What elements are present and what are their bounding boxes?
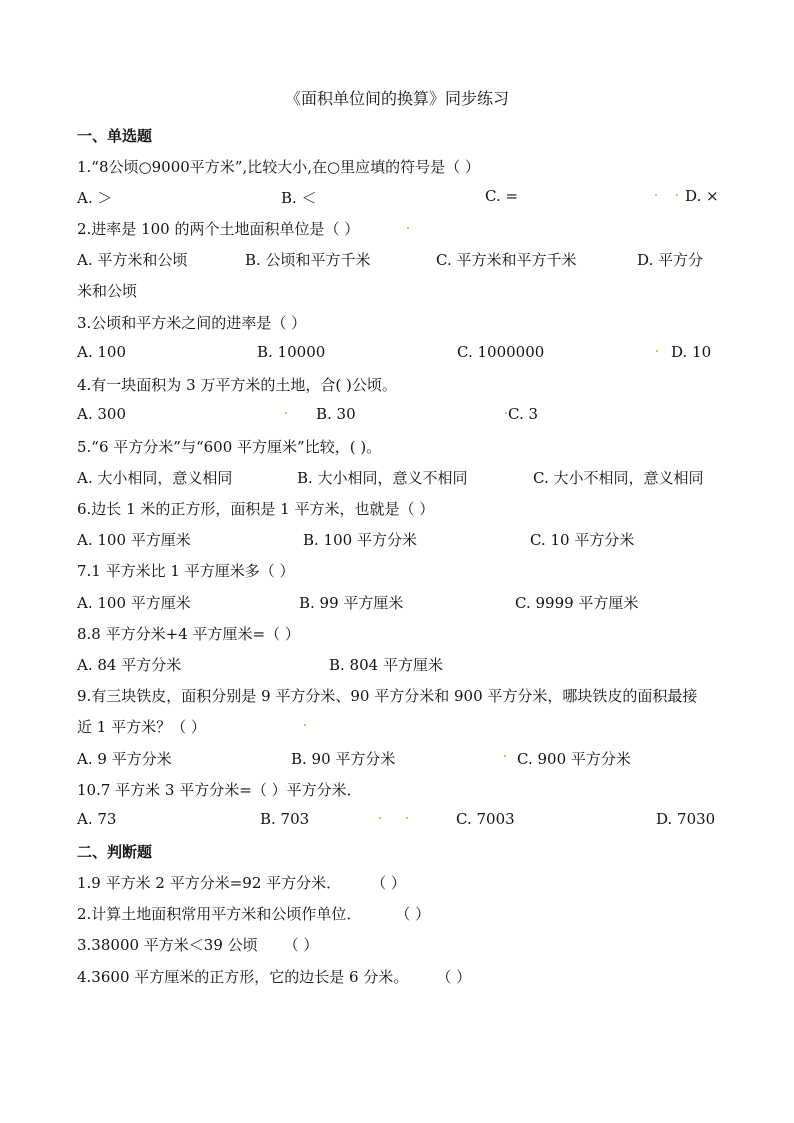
question-5-options [77, 467, 717, 489]
option-a: A. 大小相同，意义相同 [77, 469, 233, 487]
option-d: D. 平方分 [637, 251, 704, 269]
question-2-continuation: 米和公顷 [77, 282, 138, 300]
judgement-text: 3.38000 平方米＜39 公顷 [77, 936, 258, 954]
question-10-options [77, 810, 717, 832]
question-1: 1.“8公顷○9000平方米”,比较大小,在○里应填的符号是（ ） [77, 158, 480, 176]
speck-mark [505, 412, 507, 414]
question-8-options [77, 654, 717, 676]
speck-mark [379, 817, 381, 819]
option-a: A. 9 平方分米 [77, 750, 172, 768]
option-c: C. = [485, 187, 519, 205]
option-b: B. ＜ [281, 189, 317, 207]
question-2: 2.进率是 100 的两个土地面积单位是（ ） [77, 220, 360, 238]
speck-mark [407, 227, 409, 229]
judgement-text: 1.9 平方米 2 平方分米=92 平方分米． [77, 874, 342, 892]
judgement-item-2 [77, 903, 430, 924]
speck-mark [504, 755, 506, 757]
option-c: C. 3 [508, 405, 539, 423]
question-4-options [77, 405, 717, 427]
option-c: C. 900 平方分米 [517, 750, 631, 768]
speck-mark [406, 817, 408, 819]
option-c: C. 平方米和平方千米 [436, 251, 577, 269]
option-b: B. 大小相同，意义不相同 [297, 469, 468, 487]
question-6-options [77, 529, 717, 551]
judgement-item-3 [77, 934, 318, 955]
option-d: D. × [685, 187, 719, 205]
question-3: 3.公顷和平方米之间的进率是（ ） [77, 314, 307, 332]
question-2-options [77, 249, 717, 271]
option-c: C. 10 平方分米 [530, 531, 635, 549]
question-1-options [77, 187, 717, 209]
question-7-options [77, 592, 717, 614]
option-d: D. 7030 [656, 810, 716, 828]
option-a: A. 100 平方厘米 [77, 531, 191, 549]
question-9: 9.有三块铁皮，面积分别是 9 平方分米、90 平方分米和 900 平方分米，哪块铁皮的面积最接 [77, 687, 698, 705]
question-10: 10.7 平方米 3 平方分米=（ ）平方分米． [77, 781, 362, 799]
question-8: 8.8 平方分米+4 平方厘米=（ ） [77, 625, 300, 643]
option-a: A. 100 平方厘米 [77, 594, 191, 612]
question-9-continuation: 近 1 平方米？（ ） [77, 718, 206, 736]
option-c: C. 9999 平方厘米 [515, 594, 639, 612]
answer-paren: （ ） [371, 874, 406, 892]
option-b: B. 703 [260, 810, 310, 828]
answer-paren: （ ） [395, 905, 431, 923]
option-a: A. 84 平方分米 [77, 656, 182, 674]
judgement-text: 2.计算土地面积常用平方米和公顷作单位． [77, 905, 362, 923]
speck-mark [304, 724, 306, 726]
option-b: B. 30 [316, 405, 356, 423]
judgement-text: 4.3600 平方厘米的正方形，它的边长是 6 分米。 [77, 968, 409, 986]
option-c: C. 大小不相同，意义相同 [533, 469, 704, 487]
speck-mark [656, 350, 658, 352]
option-b: B. 804 平方厘米 [329, 656, 443, 674]
option-a: A. 100 [77, 343, 126, 361]
question-4: 4.有一块面积为 3 万平方米的土地，合( )公顷。 [77, 376, 397, 394]
question-6: 6.边长 1 米的正方形，面积是 1 平方米，也就是（ ） [77, 500, 435, 518]
option-b: B. 10000 [257, 343, 326, 361]
answer-paren: （ ） [436, 968, 472, 986]
option-a: A. 73 [77, 810, 117, 828]
option-d: D. 10 [671, 343, 712, 361]
section-heading-single-choice: 一、单选题 [77, 127, 153, 145]
judgement-item-4 [77, 966, 471, 987]
option-a: A. 平方米和公顷 [77, 251, 188, 269]
option-c: C. 7003 [456, 810, 515, 828]
page-title: 《面积单位间的换算》同步练习 [284, 89, 509, 108]
speck-mark [676, 194, 678, 196]
section-heading-true-false: 二、判断题 [77, 843, 153, 861]
answer-paren: （ ） [283, 936, 319, 954]
question-5: 5.“6 平方分米”与“600 平方厘米”比较，( )。 [77, 438, 382, 456]
option-b: B. 公顷和平方千米 [245, 251, 371, 269]
option-c: C. 1000000 [457, 343, 545, 361]
option-b: B. 90 平方分米 [291, 750, 396, 768]
speck-mark [655, 194, 657, 196]
question-3-options [77, 343, 717, 365]
option-a: A. ＞ [77, 189, 113, 207]
judgement-item-1 [77, 872, 406, 893]
option-b: B. 100 平方分米 [303, 531, 417, 549]
question-7: 7.1 平方米比 1 平方厘米多（ ） [77, 562, 295, 580]
question-9-options [77, 748, 717, 770]
speck-mark [285, 412, 287, 414]
option-a: A. 300 [77, 405, 126, 423]
option-b: B. 99 平方厘米 [299, 594, 404, 612]
